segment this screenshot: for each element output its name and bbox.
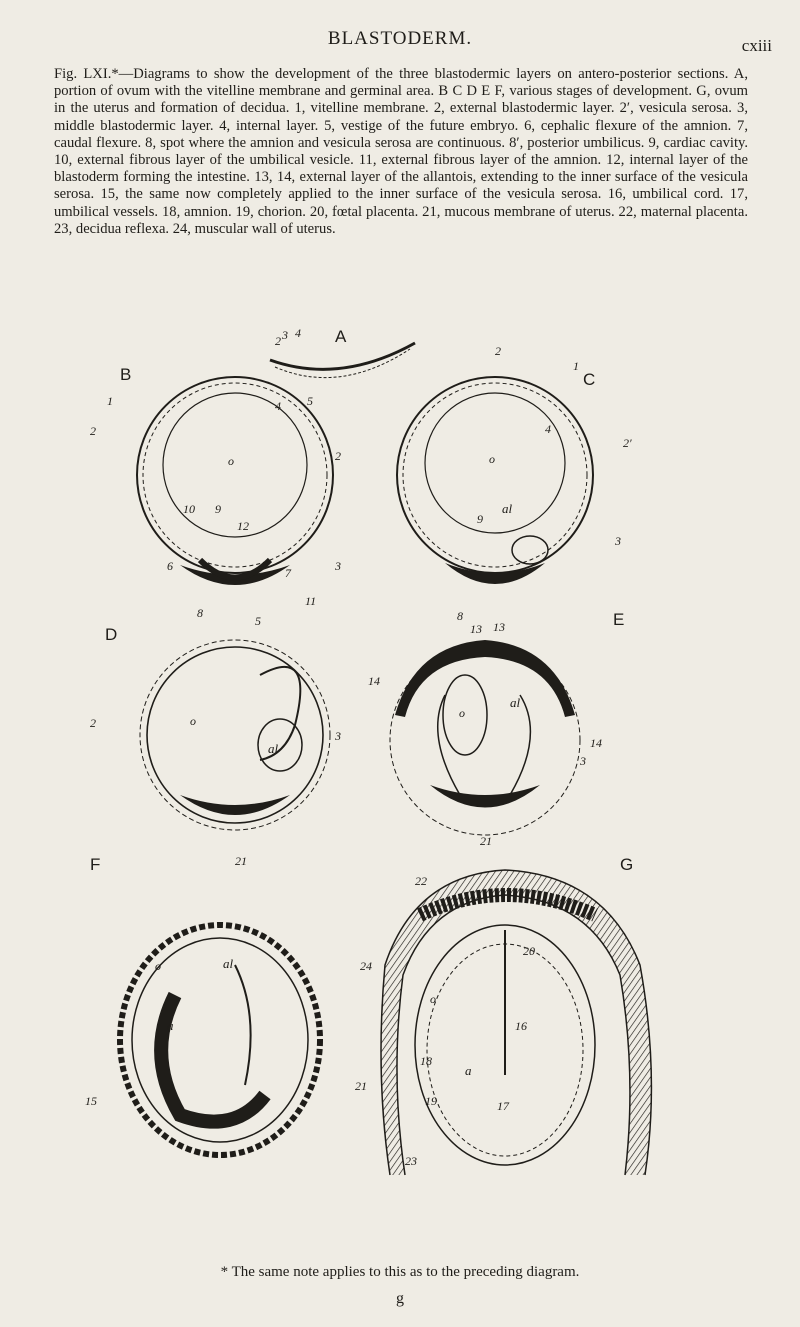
panel-e — [368, 610, 624, 848]
embryology-diagrams — [85, 315, 725, 1205]
label-3: 3 — [580, 754, 586, 768]
label-24: 24 — [360, 959, 372, 973]
label-14: 14 — [590, 736, 602, 750]
label-8: 8 — [197, 606, 203, 620]
panel-d-embryo — [180, 795, 290, 815]
signature-mark: g — [396, 1290, 404, 1307]
panel-c — [397, 344, 632, 634]
diagram-canvas — [85, 315, 725, 1205]
label-11: 11 — [305, 594, 317, 608]
label-3: 3 — [335, 729, 341, 743]
label-18: 18 — [420, 1054, 432, 1068]
label-o: o — [489, 452, 495, 466]
label-10: 10 — [183, 502, 195, 516]
label-a: a — [465, 1063, 472, 1078]
label-al: al — [502, 501, 513, 516]
panel-label-g: G — [620, 855, 634, 874]
panel-label-c: C — [583, 370, 596, 389]
label-al: al — [510, 695, 521, 710]
label-19: 19 — [425, 1094, 437, 1108]
label-17: 17 — [497, 1099, 509, 1113]
panel-e-embryo — [430, 785, 540, 808]
label-20: 20 — [523, 944, 535, 958]
label-2: 2 — [275, 334, 281, 348]
label-21: 21 — [235, 854, 247, 868]
panel-d — [90, 625, 341, 868]
panel-e-amnion — [438, 695, 531, 795]
panel-c-umbilical-vesicle — [425, 393, 565, 533]
panel-f — [85, 855, 320, 1155]
label-9: 9 — [215, 502, 221, 516]
label-5: 5 — [307, 394, 313, 408]
label-o: o — [190, 714, 196, 728]
label-2: 2 — [90, 424, 96, 438]
panel-d-allantois — [258, 719, 302, 771]
label-5: 5 — [255, 614, 261, 628]
label-16: 16 — [515, 1019, 527, 1033]
label-2-prime: 2′ — [623, 436, 632, 450]
label-o: o — [459, 706, 465, 720]
label-3: 3 — [335, 559, 341, 573]
label-7: 7 — [285, 566, 291, 580]
page-number: cxiii — [741, 36, 772, 55]
label-6: 6 — [167, 559, 173, 573]
label-1: 1 — [107, 394, 113, 408]
label-a: a — [167, 1018, 174, 1033]
running-title: BLASTODERM. — [327, 28, 473, 49]
panel-d-allantois-stalk — [260, 667, 300, 760]
page-header — [0, 28, 800, 54]
label-o: o — [430, 992, 436, 1006]
label-8: 8 — [457, 609, 463, 623]
label-o: o — [228, 454, 234, 468]
figure-caption — [54, 66, 748, 238]
footnote: * The same note applies to this as to the preceding diagram. — [220, 1264, 580, 1280]
panel-c-serosa — [403, 383, 587, 567]
label-15: 15 — [85, 1094, 97, 1108]
panel-g — [355, 855, 651, 1175]
panel-label-e: E — [613, 610, 625, 629]
label-1: 1 — [573, 359, 579, 373]
panel-e-umbilical-vesicle — [443, 675, 487, 755]
label-al: al — [223, 956, 234, 971]
label-2: 2 — [495, 344, 501, 358]
label-13: 13 — [470, 622, 482, 636]
label-9: 9 — [477, 512, 483, 526]
panel-b-serosa — [143, 383, 327, 567]
panel-b-outer-membrane — [137, 377, 333, 573]
panel-e-placenta — [395, 640, 575, 717]
panel-f-cord — [235, 965, 251, 1085]
label-21: 21 — [480, 834, 492, 848]
panel-a-membrane — [270, 343, 415, 369]
label-3: 3 — [282, 328, 288, 342]
label-4: 4 — [275, 399, 281, 413]
label-4: 4 — [295, 326, 301, 340]
caption-text: —Diagrams to show the development of the three blastodermic layers on antero-posterior sections. A, portion of ovum with the vitelline membrane and germinal area. B C D E F, various stages of development. G, ovum in the uterus and formation of decidua. 1, vitelline membrane. 2, external blastodermic layer. 2′, vesicula serosa. 3, middle blastodermic layer. 4, internal layer. 5, vestige of the future embryo. 6, cephalic flexure of the amnion. 7, caudal flexure. 8, spot where the amnion and vesicula serosa are continuous. 8′, posterior umbilicus. 9, cardiac cavity. 10, external fibrous layer of the umbilical vesicle. 11, external fibrous layer of the amnion. 12, internal layer of the blastoderm forming the intestine. 13, 14, external layer of the allantois, extending to the inner surface of the vesicula serosa. 15, the same now completely applied to the inner surface of the vesicula serosa. 16, umbilical cord. 17, umbilical vessels. 18, amnion. 19, chorion. 20, fœtal placenta. 21, mucous membrane of uterus. 22, maternal placenta. 23, decidua reflexa. 24, muscular wall of uterus. — [54, 66, 748, 237]
figure-label: Fig. LXI.* — [54, 66, 119, 82]
panel-label-b: B — [120, 365, 132, 384]
label-3: 3 — [615, 534, 621, 548]
panel-label-f: F — [90, 855, 101, 874]
panel-a-germinal-area — [275, 349, 410, 378]
label-21: 21 — [355, 1079, 367, 1093]
label-4: 4 — [545, 422, 551, 436]
label-22: 22 — [415, 874, 427, 888]
panel-d-serosa — [140, 640, 330, 830]
label-o: o — [155, 959, 161, 973]
label-14: 14 — [368, 674, 380, 688]
label-12: 12 — [237, 519, 249, 533]
label-2: 2 — [90, 716, 96, 730]
panel-b — [90, 365, 341, 628]
label-23: 23 — [405, 1154, 417, 1168]
label-al: al — [268, 741, 279, 756]
panel-label-d: D — [105, 625, 118, 644]
label-2: 2 — [335, 449, 341, 463]
panel-label-a: A — [335, 327, 347, 346]
label-13: 13 — [493, 620, 505, 634]
